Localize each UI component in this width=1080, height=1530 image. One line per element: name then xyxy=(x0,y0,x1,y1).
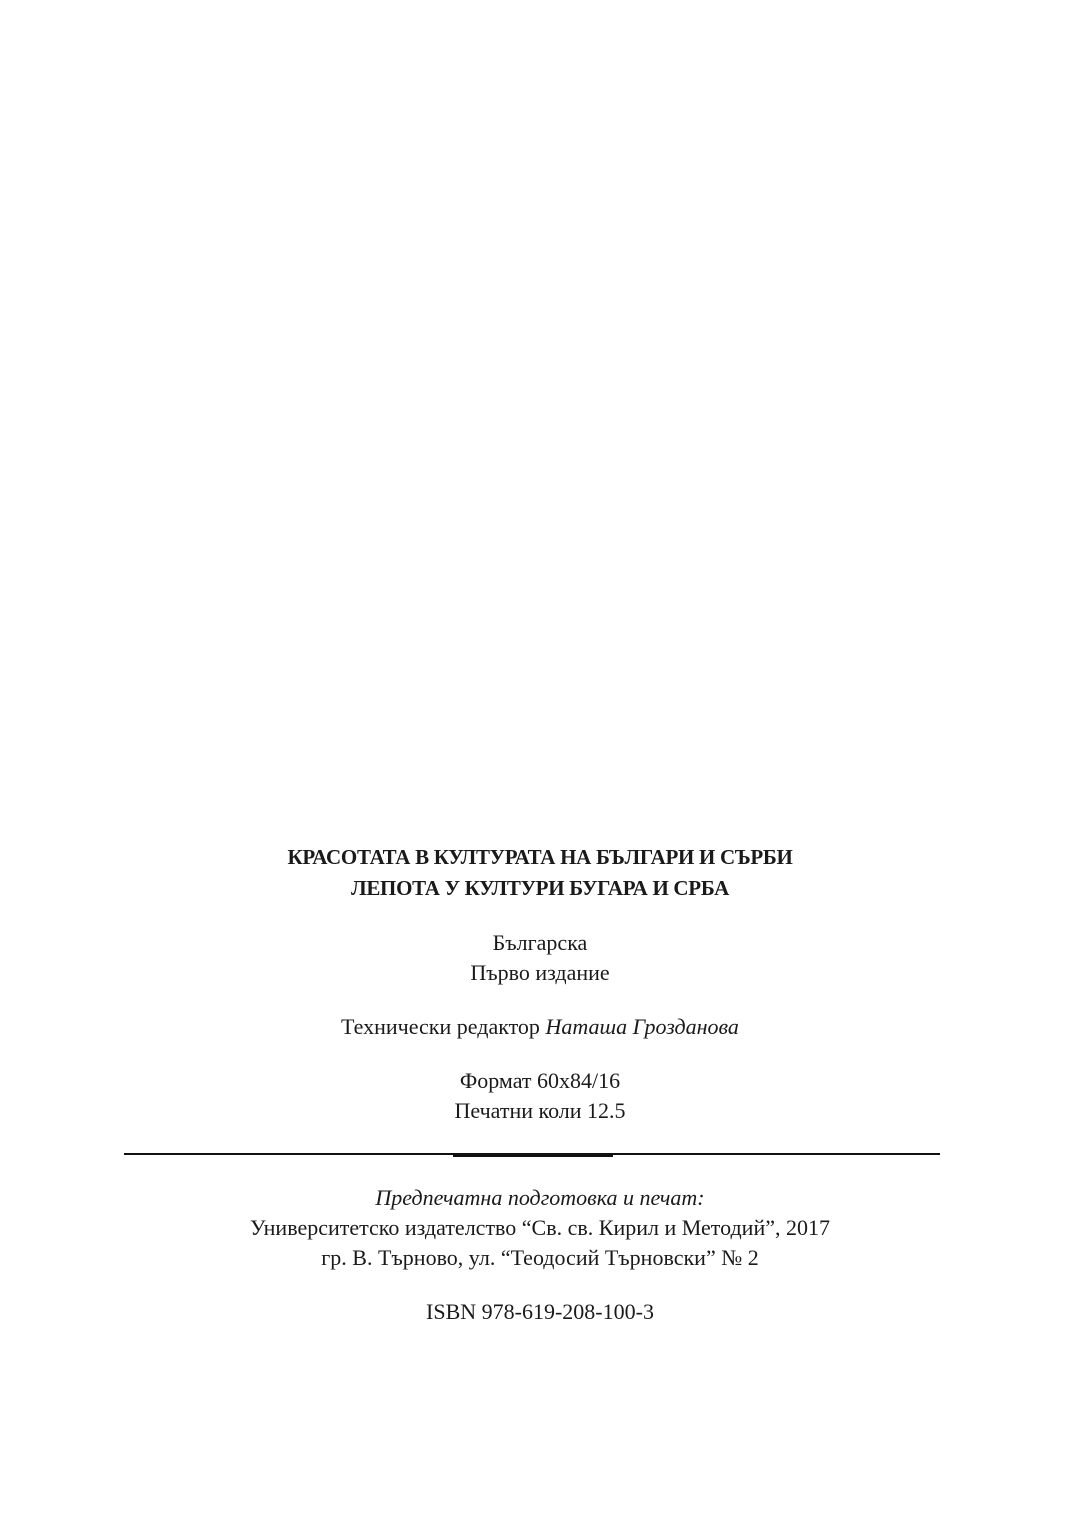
format-spec: Формат 60х84/16 xyxy=(459,1068,621,1093)
printed-sheets: Печатни коли 12.5 xyxy=(454,1098,626,1123)
title-serbian: ЛЕПОТА У КУЛТУРИ БУГАРА И СРБА xyxy=(351,876,729,900)
divider-accent xyxy=(453,1155,613,1157)
isbn: ISBN 978-619-208-100-3 xyxy=(426,1299,654,1324)
edition-language: Българска xyxy=(492,930,588,955)
technical-editor xyxy=(0,1013,1080,1041)
technical-editor-name: Наташа Грозданова xyxy=(545,1014,739,1039)
printing-heading: Предпечатна подготовка и печат: xyxy=(375,1185,705,1210)
title-bulgarian: КРАСОТАТА В КУЛТУРАТА НА БЪЛГАРИ И СЪРБИ xyxy=(287,845,793,869)
technical-editor-label: Технически редактор xyxy=(341,1014,540,1039)
publisher-line: Университетско издателство “Св. св. Кирил и Методий”, 2017 xyxy=(250,1215,830,1240)
edition-number: Първо издание xyxy=(470,960,610,985)
publisher-address: гр. В. Търново, ул. “Теодосий Търновски” № 2 xyxy=(321,1245,759,1270)
